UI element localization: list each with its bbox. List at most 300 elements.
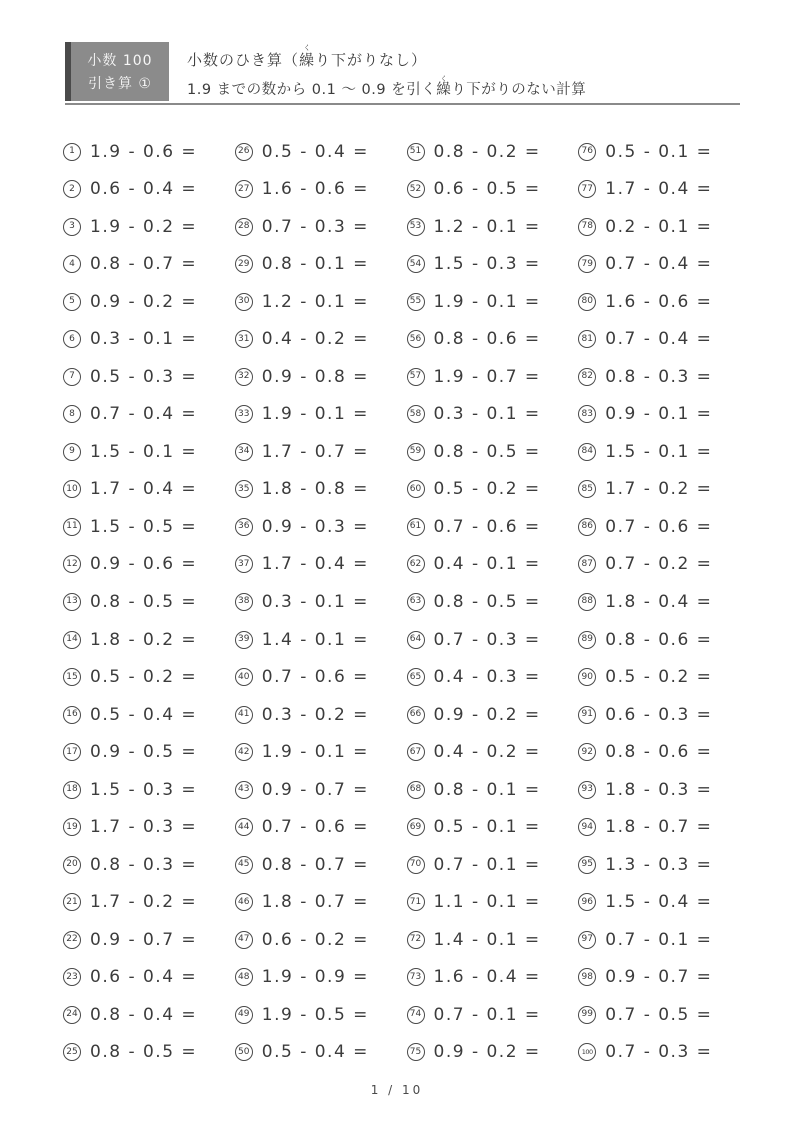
problem-expression: 1.6 - 0.6 =: [605, 291, 713, 312]
problem-item: [63, 696, 229, 734]
problem-item: [578, 921, 744, 959]
problems-grid: [63, 133, 744, 1071]
problem-item: [578, 133, 744, 171]
problem-expression: 0.8 - 0.5 =: [90, 1042, 198, 1063]
problem-expression: 0.9 - 0.2 =: [433, 704, 541, 725]
problem-expression: 0.4 - 0.2 =: [433, 742, 541, 763]
problem-item: [407, 583, 573, 621]
problems-column-3: [407, 133, 573, 1071]
problem-expression: 1.9 - 0.2 =: [90, 216, 198, 237]
problem-item: [235, 808, 401, 846]
problem-number-badge: 55: [407, 293, 425, 311]
header-divider: [65, 103, 740, 105]
problem-expression: 1.7 - 0.2 =: [605, 479, 713, 500]
problem-expression: 1.7 - 0.4 =: [261, 554, 369, 575]
problem-expression: 1.4 - 0.1 =: [261, 629, 369, 650]
problem-number-badge: 16: [63, 706, 81, 724]
problem-number-badge: 84: [578, 443, 596, 461]
problem-expression: 0.9 - 0.8 =: [261, 366, 369, 387]
problem-item: [63, 358, 229, 396]
problem-expression: 0.7 - 0.5 =: [605, 1004, 713, 1025]
title-ruby-furigana: く: [299, 43, 316, 52]
problem-expression: 1.7 - 0.2 =: [90, 892, 198, 913]
problem-expression: 1.9 - 0.5 =: [261, 1004, 369, 1025]
problem-expression: 0.9 - 0.2 =: [433, 1042, 541, 1063]
problem-item: [235, 171, 401, 209]
problem-item: [63, 808, 229, 846]
problem-number-badge: 14: [63, 631, 81, 649]
problem-number-badge: 77: [578, 180, 596, 198]
problem-number-badge: 80: [578, 293, 596, 311]
problem-expression: 0.3 - 0.2 =: [261, 704, 369, 725]
problem-item: [407, 246, 573, 284]
problem-expression: 0.3 - 0.1 =: [433, 404, 541, 425]
subtitle-text-after: り下がりのない計算: [451, 81, 587, 98]
problem-item: [63, 958, 229, 996]
problem-expression: 0.8 - 0.2 =: [433, 141, 541, 162]
problem-expression: 0.8 - 0.4 =: [90, 1004, 198, 1025]
problem-item: [407, 508, 573, 546]
problem-number-badge: 73: [407, 968, 425, 986]
problem-item: [407, 733, 573, 771]
problem-number-badge: 69: [407, 818, 425, 836]
problem-expression: 0.8 - 0.1 =: [433, 779, 541, 800]
problem-item: [63, 396, 229, 434]
problem-item: [578, 358, 744, 396]
problem-number-badge: 75: [407, 1043, 425, 1061]
problem-number-badge: 86: [578, 518, 596, 536]
problem-item: [63, 471, 229, 509]
problems-column-1: [63, 133, 229, 1071]
problem-item: [407, 883, 573, 921]
problem-expression: 0.7 - 0.1 =: [433, 854, 541, 875]
problems-column-2: [235, 133, 401, 1071]
problem-expression: 0.8 - 0.6 =: [433, 329, 541, 350]
problem-number-badge: 26: [235, 143, 253, 161]
problem-expression: 0.7 - 0.3 =: [261, 216, 369, 237]
problem-expression: 0.7 - 0.6 =: [261, 667, 369, 688]
problem-item: [235, 771, 401, 809]
problem-item: [235, 546, 401, 584]
problem-number-badge: 33: [235, 405, 253, 423]
problem-item: [578, 621, 744, 659]
problem-number-badge: 92: [578, 743, 596, 761]
problem-expression: 1.5 - 0.3 =: [433, 254, 541, 275]
problem-number-badge: 25: [63, 1043, 81, 1061]
problem-item: [578, 171, 744, 209]
problem-expression: 0.4 - 0.1 =: [433, 554, 541, 575]
problem-expression: 0.9 - 0.2 =: [90, 291, 198, 312]
problem-item: [235, 133, 401, 171]
problem-item: [63, 546, 229, 584]
problem-number-badge: 18: [63, 781, 81, 799]
problem-item: [235, 583, 401, 621]
problem-expression: 0.5 - 0.1 =: [605, 141, 713, 162]
problem-number-badge: 36: [235, 518, 253, 536]
problem-expression: 0.9 - 0.1 =: [605, 404, 713, 425]
problem-item: [235, 883, 401, 921]
problem-number-badge: 100: [578, 1043, 596, 1061]
worksheet-subtitle: [187, 75, 586, 99]
problem-number-badge: 35: [235, 480, 253, 498]
problem-item: [235, 996, 401, 1034]
problem-number-badge: 87: [578, 555, 596, 573]
problem-number-badge: 43: [235, 781, 253, 799]
problem-item: [63, 658, 229, 696]
problem-expression: 1.6 - 0.4 =: [433, 967, 541, 988]
problem-number-badge: 9: [63, 443, 81, 461]
problem-item: [578, 471, 744, 509]
problem-item: [407, 921, 573, 959]
problem-number-badge: 4: [63, 255, 81, 273]
problem-item: [407, 771, 573, 809]
problem-item: [407, 321, 573, 359]
problem-expression: 1.9 - 0.1 =: [433, 291, 541, 312]
problem-expression: 0.9 - 0.5 =: [90, 742, 198, 763]
problem-item: [578, 396, 744, 434]
problem-item: [235, 508, 401, 546]
problems-column-4: [578, 133, 744, 1071]
problem-item: [235, 621, 401, 659]
problem-number-badge: 81: [578, 330, 596, 348]
problem-expression: 0.7 - 0.1 =: [433, 1004, 541, 1025]
problem-item: [63, 883, 229, 921]
problem-number-badge: 65: [407, 668, 425, 686]
problem-number-badge: 28: [235, 218, 253, 236]
problem-expression: 0.8 - 0.5 =: [433, 591, 541, 612]
problem-item: [235, 358, 401, 396]
problem-number-badge: 15: [63, 668, 81, 686]
problem-expression: 0.8 - 0.5 =: [433, 441, 541, 462]
problem-item: [235, 1033, 401, 1071]
subtitle-ruby-furigana: く: [436, 74, 452, 83]
problem-item: [578, 321, 744, 359]
problem-expression: 0.7 - 0.3 =: [605, 1042, 713, 1063]
problem-expression: 0.7 - 0.6 =: [605, 516, 713, 537]
problem-number-badge: 24: [63, 1006, 81, 1024]
problem-item: [235, 471, 401, 509]
problem-expression: 1.2 - 0.1 =: [261, 291, 369, 312]
problem-number-badge: 51: [407, 143, 425, 161]
problem-item: [407, 621, 573, 659]
problem-number-badge: 66: [407, 706, 425, 724]
problem-expression: 0.9 - 0.7 =: [90, 929, 198, 950]
problem-number-badge: 20: [63, 856, 81, 874]
problem-number-badge: 10: [63, 480, 81, 498]
problem-expression: 0.4 - 0.2 =: [261, 329, 369, 350]
problem-item: [63, 321, 229, 359]
problem-item: [235, 283, 401, 321]
problem-expression: 1.9 - 0.6 =: [90, 141, 198, 162]
problem-expression: 0.7 - 0.4 =: [605, 254, 713, 275]
problem-number-badge: 85: [578, 480, 596, 498]
problem-expression: 1.8 - 0.7 =: [605, 817, 713, 838]
problem-item: [407, 808, 573, 846]
problem-number-badge: 5: [63, 293, 81, 311]
subtitle-ruby: [436, 74, 452, 98]
problem-expression: 0.9 - 0.7 =: [261, 779, 369, 800]
problem-number-badge: 6: [63, 330, 81, 348]
problem-expression: 0.7 - 0.1 =: [605, 929, 713, 950]
problem-item: [578, 958, 744, 996]
problem-item: [63, 283, 229, 321]
problem-expression: 0.7 - 0.4 =: [90, 404, 198, 425]
problem-item: [578, 508, 744, 546]
problem-number-badge: 58: [407, 405, 425, 423]
problem-item: [407, 283, 573, 321]
problem-number-badge: 56: [407, 330, 425, 348]
problem-item: [407, 546, 573, 584]
worksheet-title: [187, 44, 586, 69]
problem-number-badge: 98: [578, 968, 596, 986]
problem-number-badge: 41: [235, 706, 253, 724]
problem-number-badge: 48: [235, 968, 253, 986]
problem-number-badge: 45: [235, 856, 253, 874]
problem-expression: 0.8 - 0.6 =: [605, 629, 713, 650]
problem-item: [63, 733, 229, 771]
problem-item: [578, 996, 744, 1034]
problem-number-badge: 89: [578, 631, 596, 649]
problem-item: [578, 283, 744, 321]
problem-item: [578, 696, 744, 734]
problem-expression: 1.5 - 0.1 =: [605, 441, 713, 462]
problem-item: [63, 921, 229, 959]
problem-expression: 1.8 - 0.3 =: [605, 779, 713, 800]
problem-number-badge: 17: [63, 743, 81, 761]
problem-item: [63, 208, 229, 246]
problem-item: [578, 433, 744, 471]
problem-number-badge: 94: [578, 818, 596, 836]
problem-number-badge: 32: [235, 368, 253, 386]
subtitle-ruby-base: 繰: [436, 81, 452, 98]
problem-number-badge: 97: [578, 931, 596, 949]
problem-item: [407, 208, 573, 246]
problem-number-badge: 53: [407, 218, 425, 236]
problem-item: [63, 771, 229, 809]
problem-expression: 1.8 - 0.4 =: [605, 591, 713, 612]
problem-item: [407, 358, 573, 396]
problem-number-badge: 34: [235, 443, 253, 461]
problem-item: [235, 321, 401, 359]
problem-item: [235, 658, 401, 696]
problem-number-badge: 64: [407, 631, 425, 649]
page-number: 1 / 10: [370, 1083, 424, 1097]
problem-item: [235, 208, 401, 246]
problem-expression: 1.5 - 0.4 =: [605, 892, 713, 913]
problem-expression: 1.9 - 0.7 =: [433, 366, 541, 387]
problem-item: [578, 883, 744, 921]
problem-number-badge: 93: [578, 781, 596, 799]
problem-expression: 0.5 - 0.1 =: [433, 817, 541, 838]
problem-item: [63, 846, 229, 884]
problem-expression: 0.5 - 0.4 =: [90, 704, 198, 725]
problem-item: [407, 696, 573, 734]
problem-item: [63, 171, 229, 209]
problem-item: [578, 546, 744, 584]
problem-expression: 0.9 - 0.7 =: [605, 967, 713, 988]
problem-item: [235, 696, 401, 734]
problem-number-badge: 79: [578, 255, 596, 273]
title-ruby: [299, 43, 316, 69]
problem-expression: 0.6 - 0.2 =: [261, 929, 369, 950]
problem-number-badge: 88: [578, 593, 596, 611]
problem-item: [407, 658, 573, 696]
problem-expression: 1.5 - 0.5 =: [90, 516, 198, 537]
problem-item: [407, 958, 573, 996]
problem-number-badge: 71: [407, 893, 425, 911]
problem-expression: 1.7 - 0.3 =: [90, 817, 198, 838]
problem-expression: 0.8 - 0.3 =: [605, 366, 713, 387]
problem-expression: 1.9 - 0.1 =: [261, 404, 369, 425]
problem-number-badge: 96: [578, 893, 596, 911]
header-titles: [187, 42, 586, 103]
problem-item: [407, 433, 573, 471]
problem-item: [578, 208, 744, 246]
problem-expression: 0.8 - 0.6 =: [605, 742, 713, 763]
problem-number-badge: 42: [235, 743, 253, 761]
problem-expression: 0.7 - 0.3 =: [433, 629, 541, 650]
problem-number-badge: 37: [235, 555, 253, 573]
problem-expression: 0.8 - 0.5 =: [90, 591, 198, 612]
problem-number-badge: 67: [407, 743, 425, 761]
problem-number-badge: 50: [235, 1043, 253, 1061]
problem-item: [63, 621, 229, 659]
problem-item: [407, 846, 573, 884]
problem-expression: 1.2 - 0.1 =: [433, 216, 541, 237]
problem-number-badge: 68: [407, 781, 425, 799]
problem-number-badge: 30: [235, 293, 253, 311]
problem-number-badge: 40: [235, 668, 253, 686]
problem-number-badge: 62: [407, 555, 425, 573]
problem-expression: 0.4 - 0.3 =: [433, 667, 541, 688]
problem-number-badge: 12: [63, 555, 81, 573]
problem-item: [578, 771, 744, 809]
problem-number-badge: 78: [578, 218, 596, 236]
problem-number-badge: 19: [63, 818, 81, 836]
problem-number-badge: 2: [63, 180, 81, 198]
problem-expression: 1.8 - 0.8 =: [261, 479, 369, 500]
problem-item: [235, 433, 401, 471]
problem-item: [407, 996, 573, 1034]
problem-expression: 0.8 - 0.7 =: [90, 254, 198, 275]
problem-number-badge: 47: [235, 931, 253, 949]
problem-number-badge: 38: [235, 593, 253, 611]
problem-number-badge: 46: [235, 893, 253, 911]
problem-expression: 1.9 - 0.9 =: [261, 967, 369, 988]
problem-number-badge: 95: [578, 856, 596, 874]
problem-number-badge: 29: [235, 255, 253, 273]
problem-expression: 0.9 - 0.6 =: [90, 554, 198, 575]
problem-item: [63, 433, 229, 471]
problem-expression: 0.6 - 0.4 =: [90, 179, 198, 200]
problem-expression: 1.9 - 0.1 =: [261, 742, 369, 763]
problem-number-badge: 72: [407, 931, 425, 949]
problem-item: [578, 246, 744, 284]
problem-expression: 0.5 - 0.4 =: [261, 1042, 369, 1063]
problem-expression: 1.7 - 0.7 =: [261, 441, 369, 462]
problem-number-badge: 49: [235, 1006, 253, 1024]
problem-expression: 1.6 - 0.6 =: [261, 179, 369, 200]
problem-item: [578, 658, 744, 696]
problem-expression: 0.2 - 0.1 =: [605, 216, 713, 237]
problem-item: [407, 1033, 573, 1071]
problem-number-badge: 74: [407, 1006, 425, 1024]
problem-expression: 0.7 - 0.4 =: [605, 329, 713, 350]
problem-item: [578, 846, 744, 884]
problem-item: [407, 396, 573, 434]
problem-expression: 1.8 - 0.7 =: [261, 892, 369, 913]
problem-expression: 0.3 - 0.1 =: [261, 591, 369, 612]
problem-expression: 1.1 - 0.1 =: [433, 892, 541, 913]
problem-number-badge: 27: [235, 180, 253, 198]
problem-expression: 0.7 - 0.6 =: [261, 817, 369, 838]
problem-number-badge: 61: [407, 518, 425, 536]
problem-number-badge: 8: [63, 405, 81, 423]
problem-number-badge: 90: [578, 668, 596, 686]
problem-number-badge: 3: [63, 218, 81, 236]
problem-number-badge: 57: [407, 368, 425, 386]
problem-item: [578, 808, 744, 846]
problem-expression: 0.5 - 0.4 =: [261, 141, 369, 162]
problem-number-badge: 52: [407, 180, 425, 198]
problem-number-badge: 23: [63, 968, 81, 986]
problem-number-badge: 91: [578, 706, 596, 724]
problem-expression: 1.4 - 0.1 =: [433, 929, 541, 950]
problem-number-badge: 83: [578, 405, 596, 423]
title-text-before: 小数のひき算（: [187, 50, 300, 69]
problem-expression: 0.6 - 0.4 =: [90, 967, 198, 988]
problem-number-badge: 60: [407, 480, 425, 498]
problem-expression: 0.7 - 0.6 =: [433, 516, 541, 537]
problem-item: [407, 171, 573, 209]
problem-number-badge: 31: [235, 330, 253, 348]
problem-expression: 0.7 - 0.2 =: [605, 554, 713, 575]
problem-expression: 0.6 - 0.3 =: [605, 704, 713, 725]
problem-expression: 1.5 - 0.1 =: [90, 441, 198, 462]
problem-number-badge: 21: [63, 893, 81, 911]
header-badge: [65, 42, 169, 101]
problem-number-badge: 7: [63, 368, 81, 386]
problem-expression: 1.5 - 0.3 =: [90, 779, 198, 800]
problem-item: [235, 846, 401, 884]
problem-number-badge: 82: [578, 368, 596, 386]
problem-item: [578, 733, 744, 771]
problem-number-badge: 54: [407, 255, 425, 273]
problem-expression: 0.5 - 0.2 =: [90, 667, 198, 688]
problem-item: [407, 133, 573, 171]
problem-expression: 0.9 - 0.3 =: [261, 516, 369, 537]
problem-number-badge: 99: [578, 1006, 596, 1024]
problem-item: [235, 246, 401, 284]
problem-number-badge: 76: [578, 143, 596, 161]
problem-item: [63, 508, 229, 546]
problem-item: [63, 133, 229, 171]
problem-number-badge: 59: [407, 443, 425, 461]
subtitle-text-before: 1.9 までの数から 0.1 〜 0.9 を引く: [187, 81, 437, 98]
worksheet-header: [65, 42, 740, 103]
problem-item: [63, 996, 229, 1034]
problem-number-badge: 11: [63, 518, 81, 536]
badge-line2: 引き算 ①: [87, 76, 152, 92]
problem-number-badge: 22: [63, 931, 81, 949]
problem-expression: 0.5 - 0.2 =: [605, 667, 713, 688]
problem-item: [235, 921, 401, 959]
problem-item: [235, 733, 401, 771]
problem-number-badge: 70: [407, 856, 425, 874]
problem-item: [407, 471, 573, 509]
problem-expression: 0.8 - 0.1 =: [261, 254, 369, 275]
problem-expression: 0.3 - 0.1 =: [90, 329, 198, 350]
